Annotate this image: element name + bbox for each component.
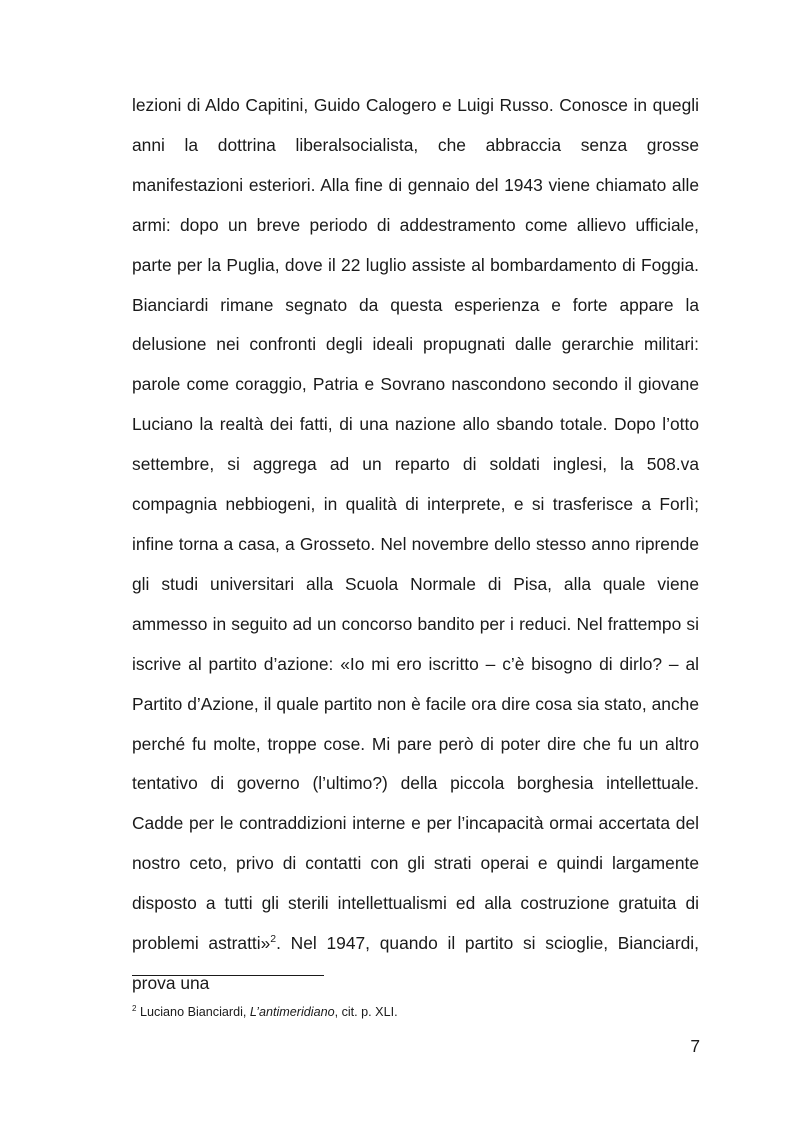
paragraph-text: lezioni di Aldo Capitini, Guido Calogero e Luigi Russo. Conosce in quegli anni la dottrina liberalsocialista, che abbraccia senza grosse manifestazioni esteriori. Alla fine di gennaio del 1943 viene chiamato alle armi: dopo un breve periodo di addestramento come allievo ufficiale, parte per la Puglia, dove il 22 luglio assiste al bombardamento di Foggia. Bianciardi rimane segnato da questa esperienza e forte appare la delusione nei confronti degli ideali propugnati dalle gerarchie militari: parole come coraggio, Patria e Sovrano nascondono secondo il giovane Luciano la realtà dei fatti, di una nazione allo sbando totale. Dopo l’otto settembre, si aggrega ad un reparto di soldati inglesi, la 508.va compagnia nebbiogeni, in qualità di interprete, e si trasferisce a Forlì; infine torna a casa, a Grosseto. Nel novembre dello stesso anno riprende gli studi universitari alla Scuola Normale di Pisa, alla quale viene ammesso in seguito ad un concorso bandito per i reduci. Nel frattempo si iscrive al partito d’azione: «Io mi ero iscritto – c’è bisogno di dirlo? – al Partito d’Azione, il quale partito non è facile ora dire cosa sia stato, anche perché fu molte, troppe cose. Mi pare però di poter dire che fu un altro tentativo di governo (l’ultimo?) della piccola borghesia intellettuale. Cadde per le contraddizioni interne e per l’incapacità ormai accertata del nostro ceto, privo di contatti con gli strati operai e quindi largamente disposto a tutti gli sterili intellettualismi ed alla costruzione gratuita di problemi astratti» [132, 95, 699, 954]
footnote-author: Luciano Bianciardi, [139, 1005, 247, 1019]
footnote-title: L’antimeridiano [249, 1005, 335, 1019]
paragraph-text-continued: . Nel 1947, quando il partito si scioglie, Bianciardi, prova una [132, 933, 699, 993]
footnote-reference[interactable]: 2 [270, 933, 277, 946]
footnote-separator [132, 975, 324, 976]
page-number: 7 [690, 1036, 700, 1056]
body-paragraph [132, 86, 699, 1004]
footnote-marker: 2 [132, 1003, 137, 1013]
footnote-citation: , cit. p. XLI. [334, 1005, 398, 1019]
footnote [132, 1004, 699, 1020]
